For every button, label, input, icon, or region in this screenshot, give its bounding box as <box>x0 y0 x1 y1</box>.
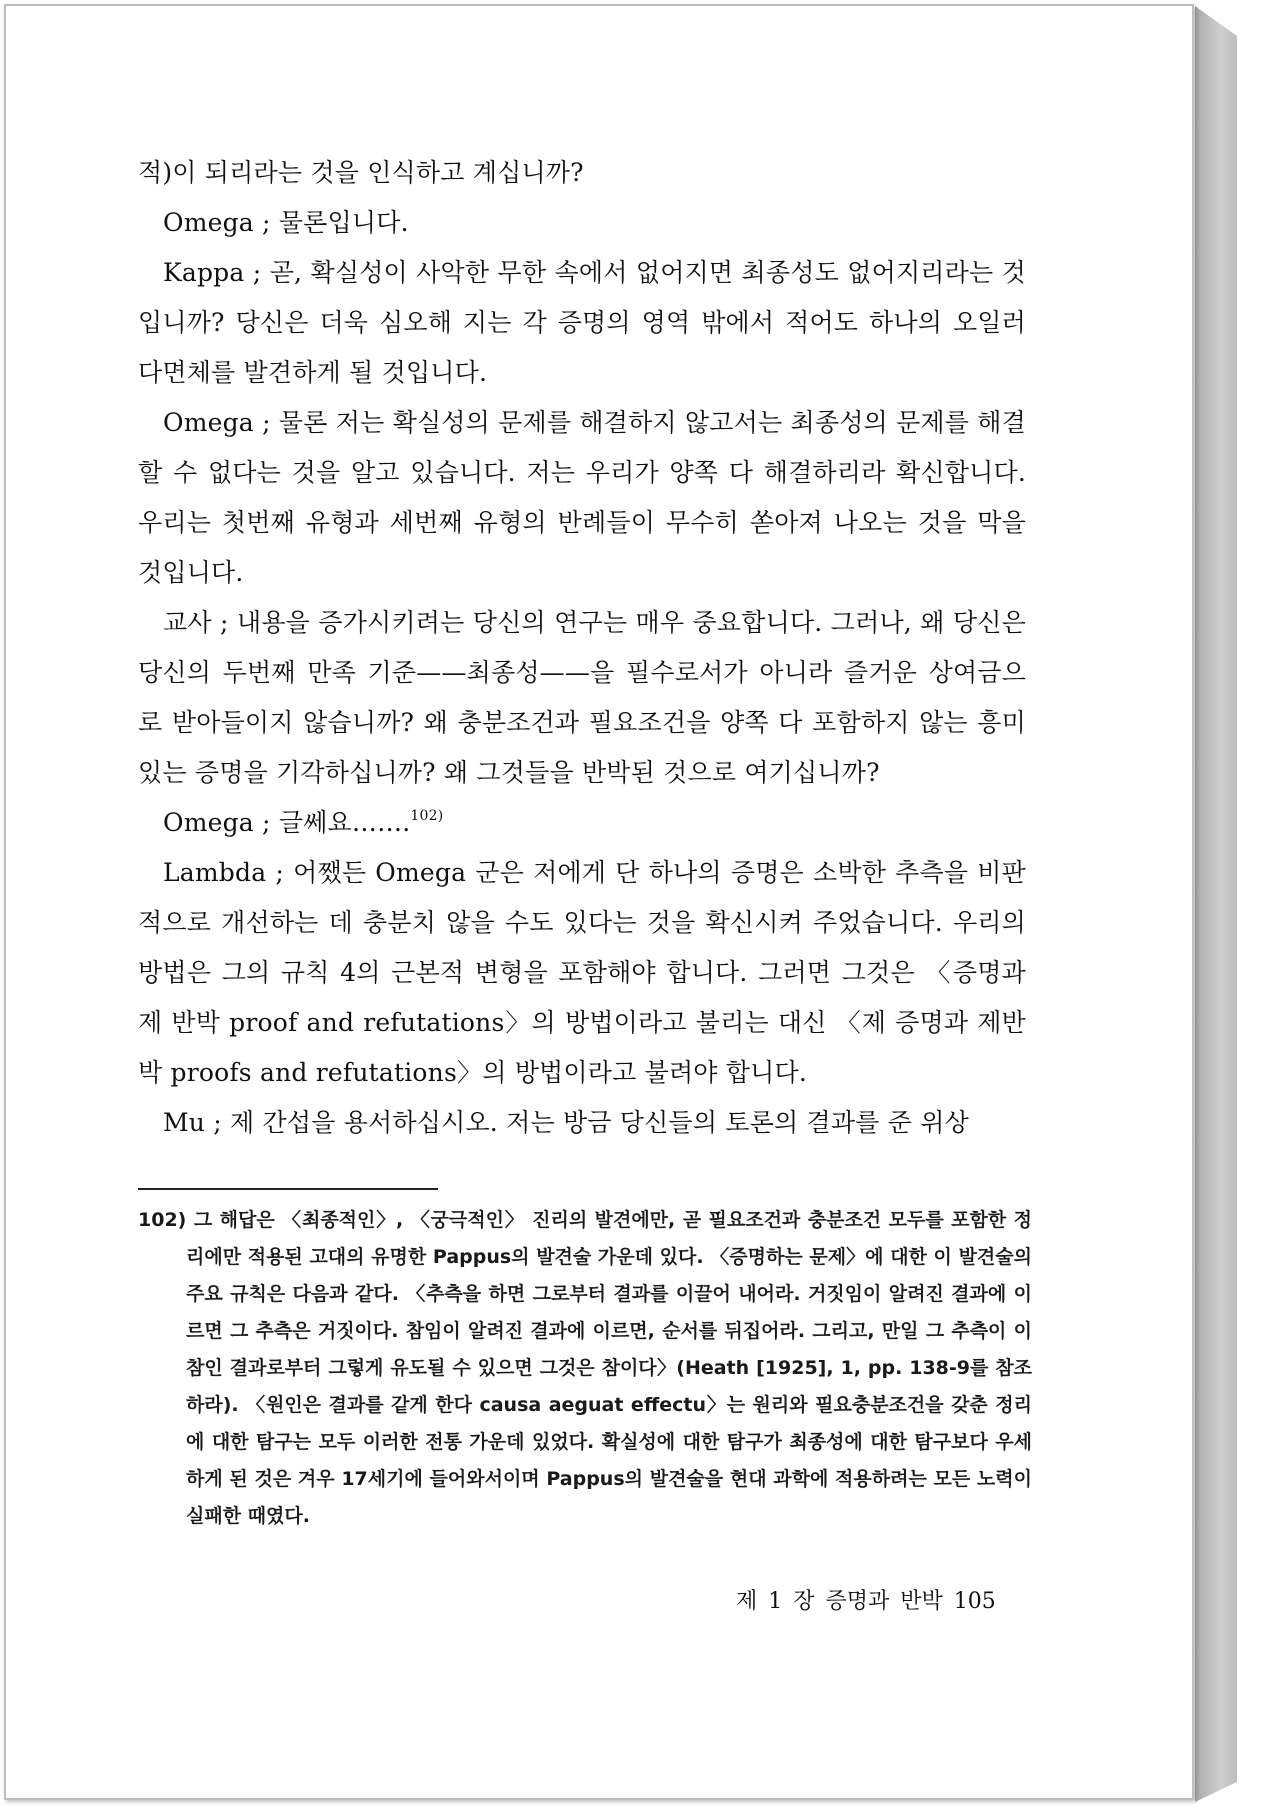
main-text <box>138 148 1026 1148</box>
footnote-marker: 102) <box>410 808 444 824</box>
paragraph-text: Omega ; 글쎄요……. <box>163 808 411 837</box>
paragraph: 적)이 되리라는 것을 인식하고 계십니까? <box>138 158 584 187</box>
paragraph: Omega ; 물론 저는 확실성의 문제를 해결하지 않고서는 최종성의 문제를 해결할 수 없다는 것을 알고 있습니다. 저는 우리가 양쪽 다 해결하리라 확신합니다. 우리는 첫번째 유형과 세번째 유형의 반례들이 무수히 쏟아져 나오는 것을 막을 것입니다. <box>138 408 1026 587</box>
paragraph: Lambda ; 어쨌든 Omega 군은 저에게 단 하나의 증명은 소박한 추측을 비판적으로 개선하는 데 충분치 않을 수도 있다는 것을 확신시켜 주었습니다. 우리의 방법은 그의 규칙 4의 근본적 변형을 포함해야 합니다. 그러면 그것은 〈증명과 제 반박 proof and refutations〉의 방법이라고 불리는 대신 〈제 증명과 제반박 proofs and refutations〉의 방법이라고 불려야 합니다. <box>138 858 1026 1087</box>
footnote: 102) 그 해답은 〈최종적인〉, 〈궁극적인〉 진리의 발견에만, 곧 필요조건과 충분조건 모두를 포함한 정리에만 적용된 고대의 유명한 Pappus의 발견술 가운데 있다. 〈증명하는 문제〉에 대한 이 발견술의 주요 규칙은 다음과 같다. 〈추측을 하면 그로부터 결과를 이끌어 내어라. 거짓임이 알려진 결과에 이르면 그 추측은 거짓이다. 참임이 알려진 결과에 이르면, 순서를 뒤집어라. 그리고, 만일 그 추측이 이 참인 결과로부터 그렇게 유도될 수 있으면 그것은 참이다〉(Heath [1925], 1, pp. 138-9를 참조하라). 〈원인은 결과를 같게 한다 causa aeguat effectu〉는 원리와 필요충분조건을 갖춘 정리에 대한 탐구는 모두 이러한 전통 가운데 있었다. 확실성에 대한 탐구가 최종성에 대한 탐구보다 우세하게 된 것은 겨우 17세기에 들어와서이며 Pappus의 발견술을 현대 과학에 적용하려는 모든 노력이 실패한 때였다. <box>138 1209 1032 1527</box>
book-page-edge <box>1195 6 1237 1802</box>
paragraph: Kappa ; 곧, 확실성이 사악한 무한 속에서 없어지면 최종성도 없어지리라는 것입니까? 당신은 더욱 심오해 지는 각 증명의 영역 밖에서 적어도 하나의 오일러 다면체를 발견하게 될 것입니다. <box>138 258 1026 387</box>
paragraph: Omega ; 물론입니다. <box>163 208 409 237</box>
page-footer: 제 1 장 증명과 반박 105 <box>736 1589 996 1614</box>
paragraph: Mu ; 제 간섭을 용서하십시오. 저는 방금 당신들의 토론의 결과를 준 위상 <box>163 1108 969 1137</box>
paragraph <box>138 798 1026 848</box>
paragraph: 교사 ; 내용을 증가시키려는 당신의 연구는 매우 중요합니다. 그러나, 왜 당신은 당신의 두번째 만족 기준——최종성——을 필수로서가 아니라 즐거운 상여금으로 받아들이지 않습니까? 왜 충분조건과 필요조건을 양쪽 다 포함하지 않는 흥미있는 증명을 기각하십니까? 왜 그것들을 반박된 것으로 여기십니까? <box>138 608 1026 787</box>
footnote-divider <box>138 1188 438 1190</box>
